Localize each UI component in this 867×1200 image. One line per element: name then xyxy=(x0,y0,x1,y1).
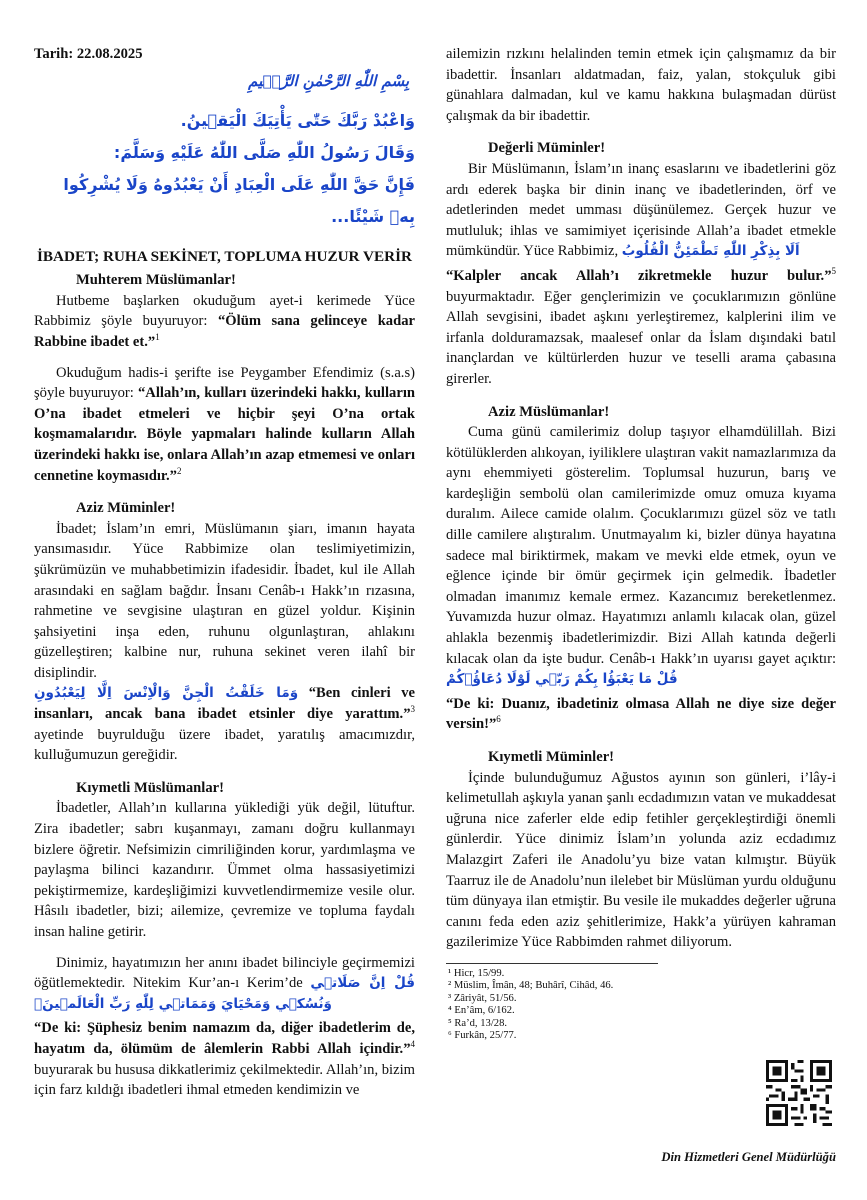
paragraph-cami-meal: “De ki: Duanız, ibadetiniz olmasa Allah ne diye size değer versin!”$^6$ xyxy=(446,695,836,733)
sermon-title: İBADET; RUHA SEKİNET, TOPLUMA HUZUR VERİR xyxy=(37,248,412,266)
heading-aziz-mum-inler: Aziz Müminler! xyxy=(76,500,176,517)
paragraph-huzur-meal: “Kalpler ancak Allah’ı zikretmekle huzur bulur.”$^5$ buyurmaktadır. Eğer gençlerimizin ve çocuklarımızın gönlüne Allah sevgisini, ibadet aşkını yerleştiremez, kalplerini ilim ve irfanla dolduramazsak, maalesef onlar da İslam dışındaki batıl inançlardan ve kültürlerden huzur ve teselli arama çabasına girerler. xyxy=(446,266,836,387)
arabic-verse: وَاعْبُدْ رَبَّكَ حَتّٰى يَأْتِيَكَ الْيَق۪ينُ. xyxy=(180,111,415,131)
footnote-mark: 5 xyxy=(831,266,836,277)
paragraph-kuran: Dinimiz, hayatımızın her anını ibadet bilinciyle geçirmemizi öğütlemektedir. Nitekim Kur’an-ı Kerim’de قُلْ اِنَّ صَلَات۪ي وَنُسُك۪ي وَمَحْيَايَ وَمَمَات۪ي لِلّٰهِ رَبِّ الْعَالَم۪ينَۙ xyxy=(34,954,415,1012)
footnote: ² Müslim, Îmân, 48; Buhârî, Cihâd, 46. xyxy=(448,980,614,992)
paragraph-agustos: İçinde bulunduğumuz Ağustos ayının son günleri, i’lây-i kelimetullah aşkıyla yanan şanlı ecdadımızın vatan ve mukaddesat uğruna nice zaferler elde edip fetihler gerçekleştirdiği önemli günlerdir. Yüce dinimiz İslam’ın yolunda aziz ecdadımız Malazgirt Zaferi ile Anadolu’yu bize vatan kılmıştır. Büyük Taarruz ile de Anadolu’nun ilelebet bir Müslüman yurdu olduğunu tüm dünyaya ilan etmiştir. Bu vesile ile mukaddes değerler uğruna canını feda eden aziz şehitlerimize, Hakk’a yürüyen kahraman gazilerimize Yüce Rabbimden rahmet diliyorum. xyxy=(446,769,836,951)
footnote: ³ Zâriyât, 51/56. xyxy=(448,992,517,1004)
footnote-mark: 1 xyxy=(155,332,160,343)
arabic-verse-inline: وَمَا خَلَقْتُ الْجِنَّ وَالْاِنْسَ اِلَّا لِيَعْبُدُونِ xyxy=(34,685,299,702)
paragraph-ibadet: İbadet; İslam’ın emri, Müslümanın şiarı, imanın hayata yansımasıdır. Yüce Rabbimize olan teslimiyetimizin, şükrümüzün ve muhabbetimizin ifadesidir. İbadet, kul ile Allah arasındaki en sağlam bağdır. İnsanı Cenâb-ı Hakk’ın rızasına, rahmetine ve sevgisine ulaştıran en güzel yoldur. Kişinin şahsiyetini inşa eden, ruhunu olgunlaştıran, ahlakını güzelleştiren; kalbine nur, ruhuna sekinet veren ilahî bir disiplindir. xyxy=(34,520,415,681)
paragraph-hadith: Okuduğum hadis-i şerifte ise Peygamber Efendimiz (s.a.s) şöyle buyuruyor: “Allah’ın, kulları üzerindeki hakkı, kulların O’na ibadet etmeleri ve hiçbir şeyi O’na ortak koşmamalarıdır. Böyle yapmaları halinde kulların Allah üzerindeki hakkı ise, onlara Allah’ın azap etmemesi ve onları cennetine koymasıdır.”$^2$ xyxy=(34,364,415,484)
heading-degerli-mum-inler: Değerli Müminler! xyxy=(488,140,606,157)
footnote: ⁶ Furkân, 25/77. xyxy=(448,1029,517,1041)
footnotes xyxy=(446,968,836,1042)
arabic-hadith-intro: وَقَالَ رَسُولُ اللّٰهِ صَلَّى اللّٰهُ عَلَيْهِ وَسَلَّمَ: xyxy=(113,143,415,163)
heading-kiymetli-mum-inler: Kıymetli Müminler! xyxy=(488,749,615,765)
paragraph-opening: Hutbeme başlarken okuduğum ayet-i kerimede Yüce Rabbimiz şöyle buyuruyor: “Ölüm sana gelinceye kadar Rabbine ibadet et.”$^1$ xyxy=(34,292,415,350)
paragraph-huzur: Bir Müslümanın, İslam’ın inanç esaslarını ve ibadetlerini göz ardı ederek başka bir dinin inanç ve ibadetlerinden, örf ve adetlerinden medet umması düşünülemez. Gerçek huzur ve mutluluk; ihlas ve samimiyet içerisinde Allah’a ibadet etmekle mümkündür. Yüce Rabbimiz, اَلَا بِذِكْرِ اللّٰهِ تَطْمَئِنُّ الْقُلُوبُ xyxy=(446,160,836,260)
paragraph-rizik: ailemizin rızkını helalinden temin etmek için çalışmamız da bir ibadettir. İnsanları aldatmadan, faiz, yalan, stokçuluk gibi günahlara dalmadan, kul ve kamu hakkına bulaşmadan dürüst çalışmak da bir ibadettir. xyxy=(446,46,836,124)
heading-aziz-muslumanlar: Aziz Müslümanlar! xyxy=(488,403,610,420)
footnote-mark: 4 xyxy=(410,1039,415,1050)
paragraph-kuran-meal: “De ki: Şüphesiz benim namazım da, diğer ibadetlerim de, hayatım da, ölümüm de âlemlerin Rabbi Allah içindir.”$^4$ buyurarak bu hususa dikkatlerimiz çekilmektedir. Allah’ın, bizim için farz kıldığı ibadetleri ihmal etmeden kendimizin ve xyxy=(34,1020,415,1099)
qr-code-icon[interactable] xyxy=(766,1060,832,1126)
heading-kiymetli-muslumanlar: Kıymetli Müslümanlar! xyxy=(76,779,224,796)
paragraph-cami: Cuma günü camilerimiz dolup taşıyor elhamdülillah. Bizi kötülüklerden alıkoyan, iyiliklere ulaştıran vakit namazlarımıza da aynı ehemmiyeti gösterelim. Toplumsal huzurun, barış ve kardeşliğin sembolü olan camilerimizde omuz omuza kıyama duralım. Ailece camide olalım. Çocuklarımızı güzel söz ve tatlı dille camilere alıştıralım. Unutmayalım ki, bizler dünya hayatına sadece mal biriktirmek, makam ve mevki elde etmek, oyun ve eğlence içinde bir ömür geçirmek için gelmedik. İbadetler olmadan imanımız kemale ermez. Kazancımız bereketlenmez. Yuvamızda huzur olmaz. Hayatımızı anlamlı kılacak olan, güzel ahlakla bezenmiş ibadetlerimizdir. Bizi Allah katında değerli kılacak olan da işte budur. Cenâb-ı Hakk’ın uyarısı gayet açıktır: قُلْ مَا يَعْبَؤُا بِكُمْ رَبّ۪ي لَوْلَا دُعَاؤُ۬كُمْ xyxy=(446,424,836,688)
left-column xyxy=(34,44,415,1101)
footnote: ⁴ En’âm, 6/162. xyxy=(448,1005,515,1017)
footnote: ¹ Hicr, 15/99. xyxy=(448,967,505,979)
arabic-hadith: فَإِنَّ حَقَّ اللّٰهِ عَلَى الْعِبَادِ أَنْ يَعْبُدُوهُ وَلَا يُشْرِكُوا بِه۪ شَيْئًا... xyxy=(63,175,415,227)
arabic-verse-inline: قُلْ مَا يَعْبَؤُا بِكُمْ رَبّ۪ي لَوْلَا دُعَاؤُ۬كُمْ xyxy=(446,671,678,688)
arabic-verse-inline: قُلْ اِنَّ صَلَات۪ي وَنُسُك۪ي وَمَحْيَايَ وَمَمَات۪ي لِلّٰهِ رَبِّ الْعَالَم۪ينَۙ xyxy=(34,975,415,1012)
footnote-mark: 3 xyxy=(410,704,415,715)
footnote-mark: 2 xyxy=(176,465,182,476)
paragraph-lutuf: İbadetler, Allah’ın kullarına yüklediği yük değil, lütuftur. Zira ibadetler; sabrı kuşanmayı, zamanı doğru kullanmayı bizlere öğretir. Nefsimizin cimriliğinden korur, yardımlaşma ve paylaşma bilinci kazandırır. Ümmet olma hassasiyetimizi pekiştirmemize, kardeşliğimizi kuvvetlendirmemize vesile olur. Hâsılı ibadetler, bizi; ailemize, çevremize ve topluma faydalı insan haline getirir. xyxy=(34,800,415,940)
arabic-verse-inline: اَلَا بِذِكْرِ اللّٰهِ تَطْمَئِنُّ الْقُلُوبُ xyxy=(621,243,800,260)
sermon-date: Tarih: 22.08.2025 xyxy=(34,46,143,62)
paragraph-ibadet-verse: وَمَا خَلَقْتُ الْجِنَّ وَالْاِنْسَ اِلَّا لِيَعْبُدُونِ “Ben cinleri ve insanları, ancak bana ibadet etsinler diye yarattım.”$^3$ ayetinde buyrulduğu üzere ibadet, yaratılış amacımızdır, kulluğumuzun gereğidir. xyxy=(34,685,416,764)
footnote-mark: 6 xyxy=(496,714,501,725)
footnote: ⁵ Ra’d, 13/28. xyxy=(448,1017,508,1029)
heading-muhterem-muslumanlar: Muhterem Müslümanlar! xyxy=(76,272,236,289)
basmala: بِسْمِ اللّٰهِ الرَّحْمٰنِ الرَّح۪يمِ xyxy=(248,71,409,90)
signature: Din Hizmetleri Genel Müdürlüğü xyxy=(661,1150,836,1164)
footnote-divider xyxy=(446,963,658,964)
right-column xyxy=(446,44,836,1042)
